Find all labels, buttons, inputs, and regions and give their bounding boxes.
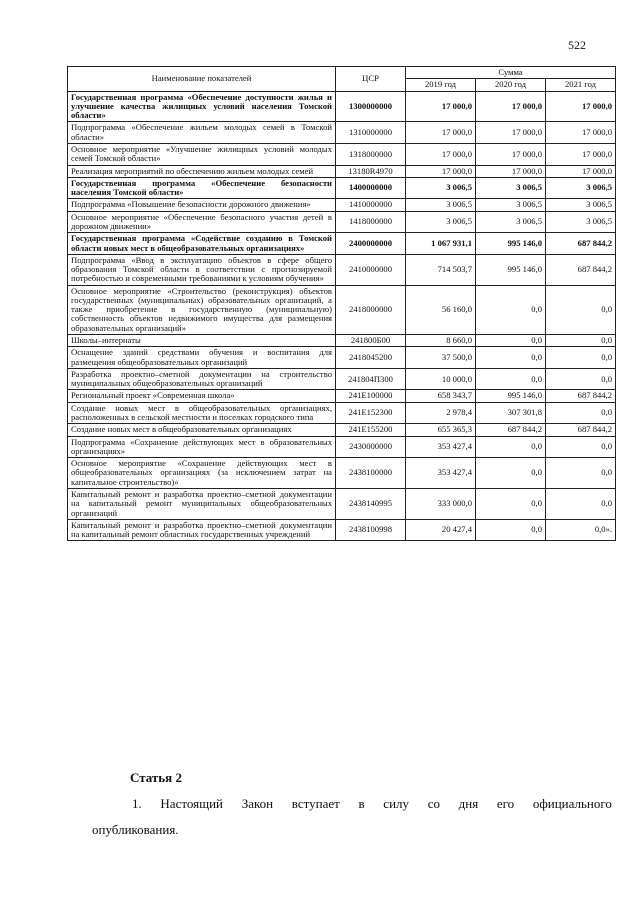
row-value-2020: 995 146,0	[476, 233, 546, 255]
law-text-line1	[132, 796, 612, 812]
row-value-2021: 0,0	[546, 488, 616, 519]
row-name-cell: Создание новых мест в общеобразовательных организациях, расположенных в сельской местности и поселках городского типа	[68, 402, 336, 424]
law-word: его	[496, 796, 515, 811]
law-word: Настоящий	[160, 796, 224, 811]
table-row	[68, 254, 616, 285]
row-value-2019: 3 006,5	[406, 199, 476, 211]
row-value-2020: 17 000,0	[476, 122, 546, 144]
row-value-2020: 995 146,0	[476, 390, 546, 402]
table-row	[68, 285, 616, 334]
table-row	[68, 165, 616, 177]
row-value-2021: 0,0	[546, 335, 616, 347]
row-value-2019: 17 000,0	[406, 122, 476, 144]
row-value-2019: 17 000,0	[406, 143, 476, 165]
row-value-2019: 714 503,7	[406, 254, 476, 285]
row-value-2019: 2 978,4	[406, 402, 476, 424]
row-value-2019: 17 000,0	[406, 91, 476, 122]
row-value-2019: 1 067 931,1	[406, 233, 476, 255]
row-code-cell: 1310000000	[336, 122, 406, 144]
row-name-cell: Подпрограмма «Повышение безопасности дорожного движения»	[68, 199, 336, 211]
row-value-2020: 3 006,5	[476, 211, 546, 233]
row-value-2019: 3 006,5	[406, 177, 476, 199]
row-value-2019: 56 160,0	[406, 285, 476, 334]
row-value-2020: 0,0	[476, 285, 546, 334]
row-value-2021: 687 844,2	[546, 424, 616, 436]
row-value-2019: 658 343,7	[406, 390, 476, 402]
row-value-2020: 3 006,5	[476, 177, 546, 199]
table-body	[68, 91, 616, 541]
header-name: Наименование показателей	[68, 67, 336, 92]
row-value-2021: 687 844,2	[546, 254, 616, 285]
table-header-row	[68, 67, 616, 79]
row-code-cell: 2418045200	[336, 347, 406, 369]
row-name-cell: Основное мероприятие «Обеспечение безопасного участия детей в дорожном движении»	[68, 211, 336, 233]
row-value-2019: 655 365,3	[406, 424, 476, 436]
row-value-2020: 687 844,2	[476, 424, 546, 436]
row-code-cell: 2410000000	[336, 254, 406, 285]
row-code-cell: 2438100998	[336, 519, 406, 541]
row-name-cell: Создание новых мест в общеобразовательных организациях	[68, 424, 336, 436]
row-name-cell: Основное мероприятие «Сохранение действующих мест в общеобразовательных организациях (за исключением затрат на капитальное строительство)»	[68, 458, 336, 489]
law-word: 1.	[132, 796, 142, 811]
row-name-cell: Государственная программа «Обеспечение доступности жилья и улучшение качества жилищных условий населения Томской области»	[68, 91, 336, 122]
row-value-2021: 17 000,0	[546, 165, 616, 177]
row-value-2019: 10 000,0	[406, 368, 476, 390]
header-sum: Сумма	[406, 67, 616, 79]
row-value-2020: 307 301,8	[476, 402, 546, 424]
table-row	[68, 424, 616, 436]
header-code: ЦСР	[336, 67, 406, 92]
law-word: официального	[532, 796, 612, 811]
table-row	[68, 211, 616, 233]
row-name-cell: Школы–интернаты	[68, 335, 336, 347]
row-name-cell: Капитальный ремонт и разработка проектно–сметной документации на капитальный ремонт областных государственных учреждений	[68, 519, 336, 541]
table-row	[68, 91, 616, 122]
row-name-cell: Подпрограмма «Ввод в эксплуатацию объектов в сфере общего образования Томской области в соответствии с прогнозируемой потребностью и современными требованиями к условиям обучения»	[68, 254, 336, 285]
row-value-2019: 353 427,4	[406, 458, 476, 489]
row-code-cell: 2430000000	[336, 436, 406, 458]
table-row	[68, 122, 616, 144]
row-value-2019: 353 427,4	[406, 436, 476, 458]
row-value-2020: 0,0	[476, 436, 546, 458]
row-value-2020: 3 006,5	[476, 199, 546, 211]
table-row	[68, 519, 616, 541]
article-title: Статья 2	[130, 770, 182, 785]
row-code-cell: 2438140995	[336, 488, 406, 519]
page-number: 522	[568, 38, 586, 52]
row-name-cell: Государственная программа «Обеспечение безопасности населения Томской области»	[68, 177, 336, 199]
row-value-2021: 17 000,0	[546, 91, 616, 122]
row-value-2021: 0,0	[546, 458, 616, 489]
table-row	[68, 143, 616, 165]
row-value-2019: 20 427,4	[406, 519, 476, 541]
row-value-2021: 0,0	[546, 368, 616, 390]
row-value-2019: 333 000,0	[406, 488, 476, 519]
row-code-cell: 241E152300	[336, 402, 406, 424]
row-value-2019: 3 006,5	[406, 211, 476, 233]
row-value-2020: 0,0	[476, 347, 546, 369]
table-row	[68, 335, 616, 347]
table-row	[68, 233, 616, 255]
row-code-cell: 241800Б00	[336, 335, 406, 347]
row-code-cell: 1410000000	[336, 199, 406, 211]
table-row	[68, 177, 616, 199]
row-code-cell: 241804П300	[336, 368, 406, 390]
header-year-2019: 2019 год	[406, 79, 476, 91]
row-code-cell: 1318000000	[336, 143, 406, 165]
row-code-cell: 1418000000	[336, 211, 406, 233]
row-code-cell: 2400000000	[336, 233, 406, 255]
row-value-2020: 17 000,0	[476, 143, 546, 165]
law-word: в	[358, 796, 365, 811]
table-row	[68, 347, 616, 369]
table-row	[68, 458, 616, 489]
row-value-2021: 0,0	[546, 347, 616, 369]
row-value-2020: 17 000,0	[476, 165, 546, 177]
row-value-2021: 3 006,5	[546, 211, 616, 233]
row-value-2020: 995 146,0	[476, 254, 546, 285]
row-value-2021: 3 006,5	[546, 199, 616, 211]
table-row	[68, 368, 616, 390]
law-word: Закон	[241, 796, 274, 811]
law-word: вступает	[291, 796, 340, 811]
row-code-cell: 13180R4970	[336, 165, 406, 177]
row-code-cell: 2438100000	[336, 458, 406, 489]
law-word: со	[427, 796, 440, 811]
row-name-cell: Оснащение зданий средствами обучения и воспитания для размещения общеобразовательных организаций	[68, 347, 336, 369]
law-text-line2: опубликования.	[92, 822, 179, 837]
table-row	[68, 402, 616, 424]
row-value-2019: 37 500,0	[406, 347, 476, 369]
row-code-cell: 1300000000	[336, 91, 406, 122]
row-value-2020: 0,0	[476, 368, 546, 390]
law-word: силу	[383, 796, 410, 811]
row-value-2021: 17 000,0	[546, 143, 616, 165]
row-code-cell: 2418000000	[336, 285, 406, 334]
row-code-cell: 241E155200	[336, 424, 406, 436]
row-name-cell: Капитальный ремонт и разработка проектно–сметной документации на капитальный ремонт муниципальных общеобразовательных организаций	[68, 488, 336, 519]
row-value-2019: 8 660,0	[406, 335, 476, 347]
row-name-cell: Основное мероприятие «Улучшение жилищных условий молодых семей Томской области»	[68, 143, 336, 165]
row-value-2020: 17 000,0	[476, 91, 546, 122]
row-value-2020: 0,0	[476, 519, 546, 541]
row-value-2021: 0,0	[546, 402, 616, 424]
row-value-2020: 0,0	[476, 335, 546, 347]
row-value-2021: 3 006,5	[546, 177, 616, 199]
law-word: дня	[458, 796, 479, 811]
row-value-2020: 0,0	[476, 488, 546, 519]
row-code-cell: 1400000000	[336, 177, 406, 199]
row-value-2021: 687 844,2	[546, 233, 616, 255]
row-code-cell: 241E100000	[336, 390, 406, 402]
header-year-2020: 2020 год	[476, 79, 546, 91]
budget-table	[67, 66, 616, 541]
table-row	[68, 390, 616, 402]
row-name-cell: Подпрограмма «Сохранение действующих мест в образовательных организациях»	[68, 436, 336, 458]
table-row	[68, 436, 616, 458]
row-value-2021: 687 844,2	[546, 390, 616, 402]
table-row	[68, 488, 616, 519]
row-name-cell: Основное мероприятие «Строительство (реконструкция) объектов государственных (муниципальных) образовательных организаций, а также приобретение в государственную (муниципальную) собственность объектов недвижимого имущества для размещения образовательных организаций»	[68, 285, 336, 334]
row-name-cell: Реализация мероприятий по обеспечению жильем молодых семей	[68, 165, 336, 177]
row-name-cell: Разработка проектно–сметной документации на строительство муниципальных общеобразовательных организаций	[68, 368, 336, 390]
header-year-2021: 2021 год	[546, 79, 616, 91]
table-row	[68, 199, 616, 211]
row-name-cell: Государственная программа «Содействие созданию в Томской области новых мест в общеобразовательных организациях»	[68, 233, 336, 255]
row-value-2019: 17 000,0	[406, 165, 476, 177]
row-value-2021: 0,0	[546, 285, 616, 334]
row-value-2021: 0,0».	[546, 519, 616, 541]
row-value-2021: 0,0	[546, 436, 616, 458]
row-name-cell: Подпрограмма «Обеспечение жильем молодых семей в Томской области»	[68, 122, 336, 144]
row-value-2021: 17 000,0	[546, 122, 616, 144]
row-name-cell: Региональный проект «Современная школа»	[68, 390, 336, 402]
row-value-2020: 0,0	[476, 458, 546, 489]
